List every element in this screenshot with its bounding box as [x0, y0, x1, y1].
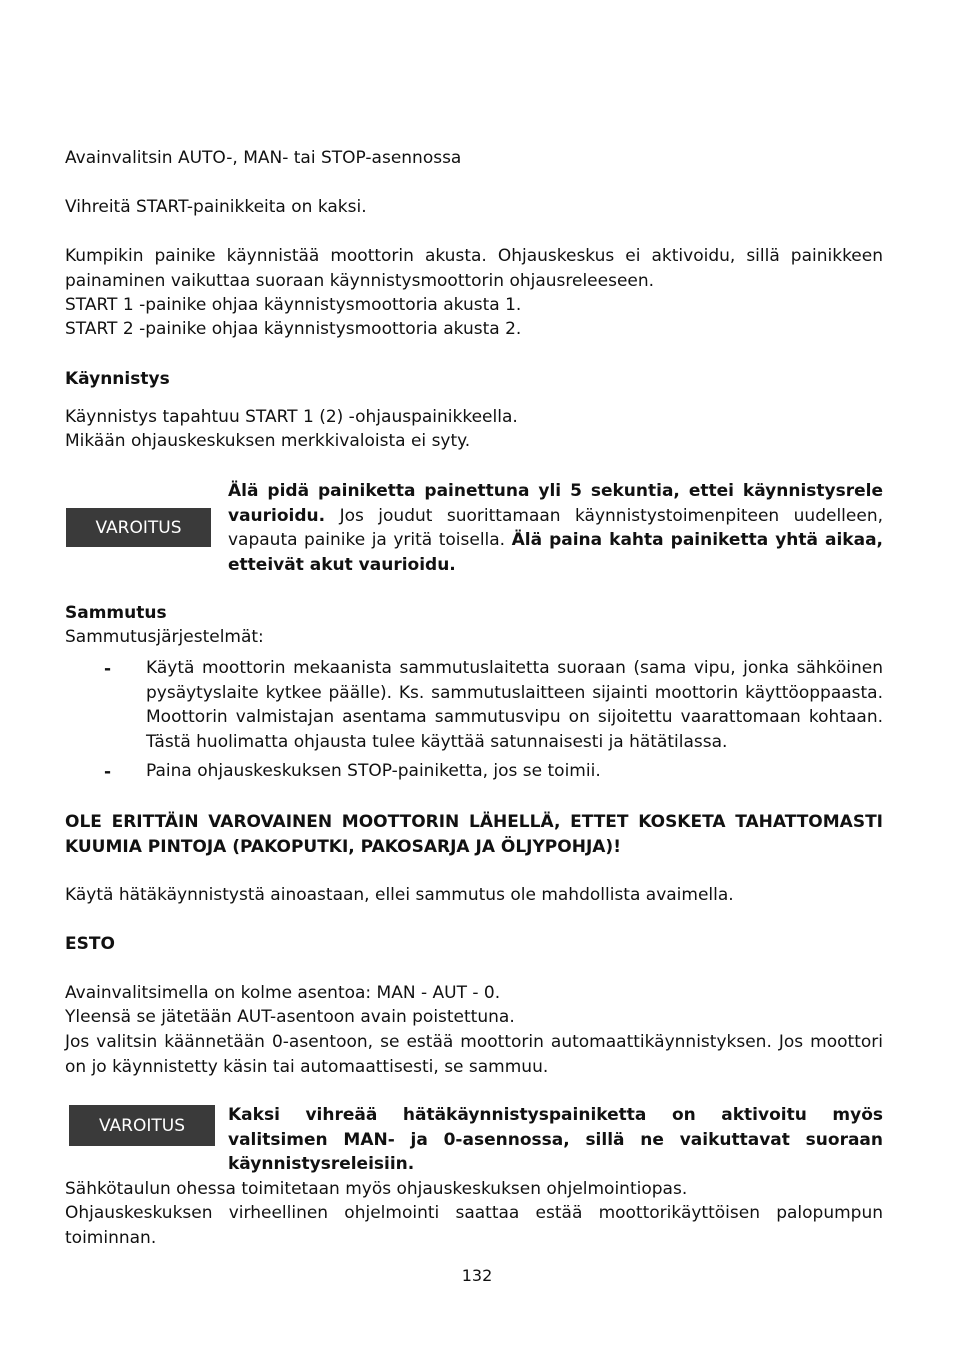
footer-paragraph-1: Sähkötaulun ohessa toimitetaan myös ohjauskeskuksen ohjelmointiopas.	[65, 1179, 688, 1199]
caution-paragraph: OLE ERITTÄIN VAROVAINEN MOOTTORIN LÄHELLÄ, ETTET KOSKETA TAHATTOMASTI KUUMIA PINTOJA (PAKOPUTKI, PAKOSARJA JA ÖLJYPOHJA)!	[65, 812, 883, 857]
bullet-item-2: Paina ohjauskeskuksen STOP-painiketta, jos se toimii.	[146, 761, 601, 781]
esto-paragraph-2: Yleensä se jätetään AUT-asentoon avain poistettuna.	[65, 1007, 515, 1027]
kaynnistys-paragraph-1: Käynnistys tapahtuu START 1 (2) -ohjauspainikkeella.	[65, 407, 518, 427]
page-number: 132	[461, 1266, 493, 1285]
start2-paragraph: START 2 -painike ohjaa käynnistysmoottoria akusta 2.	[65, 319, 522, 339]
heading-kaynnistys: Käynnistys	[65, 369, 170, 389]
warning-text-1	[228, 479, 883, 577]
warning-badge-2	[69, 1105, 215, 1146]
warning-1-bold-end: Älä paina kahta painiketta yhtä aikaa, etteivät akut vaurioidu.	[228, 530, 884, 575]
heading-sammutus: Sammutus	[65, 603, 167, 623]
bullet-dash-1: -	[104, 659, 112, 679]
esto-paragraph-3: Jos valitsin käännetään 0-asentoon, se estää moottorin automaattikäynnistyksen. Jos moottori on jo käynnistetty käsin tai automaattisesti, se sammuu.	[65, 1032, 883, 1077]
start1-paragraph: START 1 -painike ohjaa käynnistysmoottoria akusta 1.	[65, 295, 522, 315]
warning-badge-1	[66, 508, 211, 547]
sammutus-intro: Sammutusjärjestelmät:	[65, 627, 264, 647]
intro-paragraph-1: Avainvalitsin AUTO-, MAN- tai STOP-asennossa	[65, 148, 462, 168]
kaynnistys-paragraph-2: Mikään ohjauskeskuksen merkkivaloista ei syty.	[65, 431, 471, 451]
intro-paragraph-2: Vihreitä START-painikkeita on kaksi.	[65, 197, 367, 217]
bullet-dash-2: -	[104, 762, 112, 782]
warning-text-2: Kaksi vihreää hätäkäynnistyspainiketta on aktivoitu myös valitsimen MAN- ja 0-asennossa, sillä ne vaikuttavat suoraan käynnistysreleisiin.	[228, 1105, 883, 1174]
warning-1-bold-start: Älä pidä painiketta painettuna yli 5 sekuntia, ettei käynnistysrele vaurioidu.	[228, 481, 883, 526]
emergency-start-paragraph: Käytä hätäkäynnistystä ainoastaan, ellei sammutus ole mahdollista avaimella.	[65, 885, 734, 905]
heading-esto: ESTO	[65, 934, 115, 954]
warning-1-middle: Jos joudut suorittamaan käynnistystoimenpiteen uudelleen, vapauta painike ja yritä toisella.	[228, 505, 884, 550]
footer-paragraph-2: Ohjauskeskuksen virheellinen ohjelmointi saattaa estää moottorikäyttöisen palopumpun toiminnan.	[65, 1203, 883, 1248]
both-buttons-paragraph: Kumpikin painike käynnistää moottorin akusta. Ohjauskeskus ei aktivoidu, sillä painikkeen painaminen vaikuttaa suoraan käynnistysmoottorin ohjausreleeseen.	[65, 246, 883, 291]
esto-paragraph-1: Avainvalitsimella on kolme asentoa: MAN - AUT - 0.	[65, 983, 501, 1003]
warning-label-2: VAROITUS	[99, 1115, 185, 1136]
warning-label-1: VAROITUS	[95, 517, 182, 538]
bullet-item-1: Käytä moottorin mekaanista sammutuslaitetta suoraan (sama vipu, jonka sähköinen pysäytyslaite kytkee päälle). Ks. sammutuslaitteen sijainti moottorin käyttöoppaasta. Moottorin valmistajan asentama sammutusvipu on sijoitettu vaarattomaan kohtaan. Tästä huolimatta ohjausta tulee käyttää satunnaisesti ja hätätilassa.	[146, 658, 883, 752]
